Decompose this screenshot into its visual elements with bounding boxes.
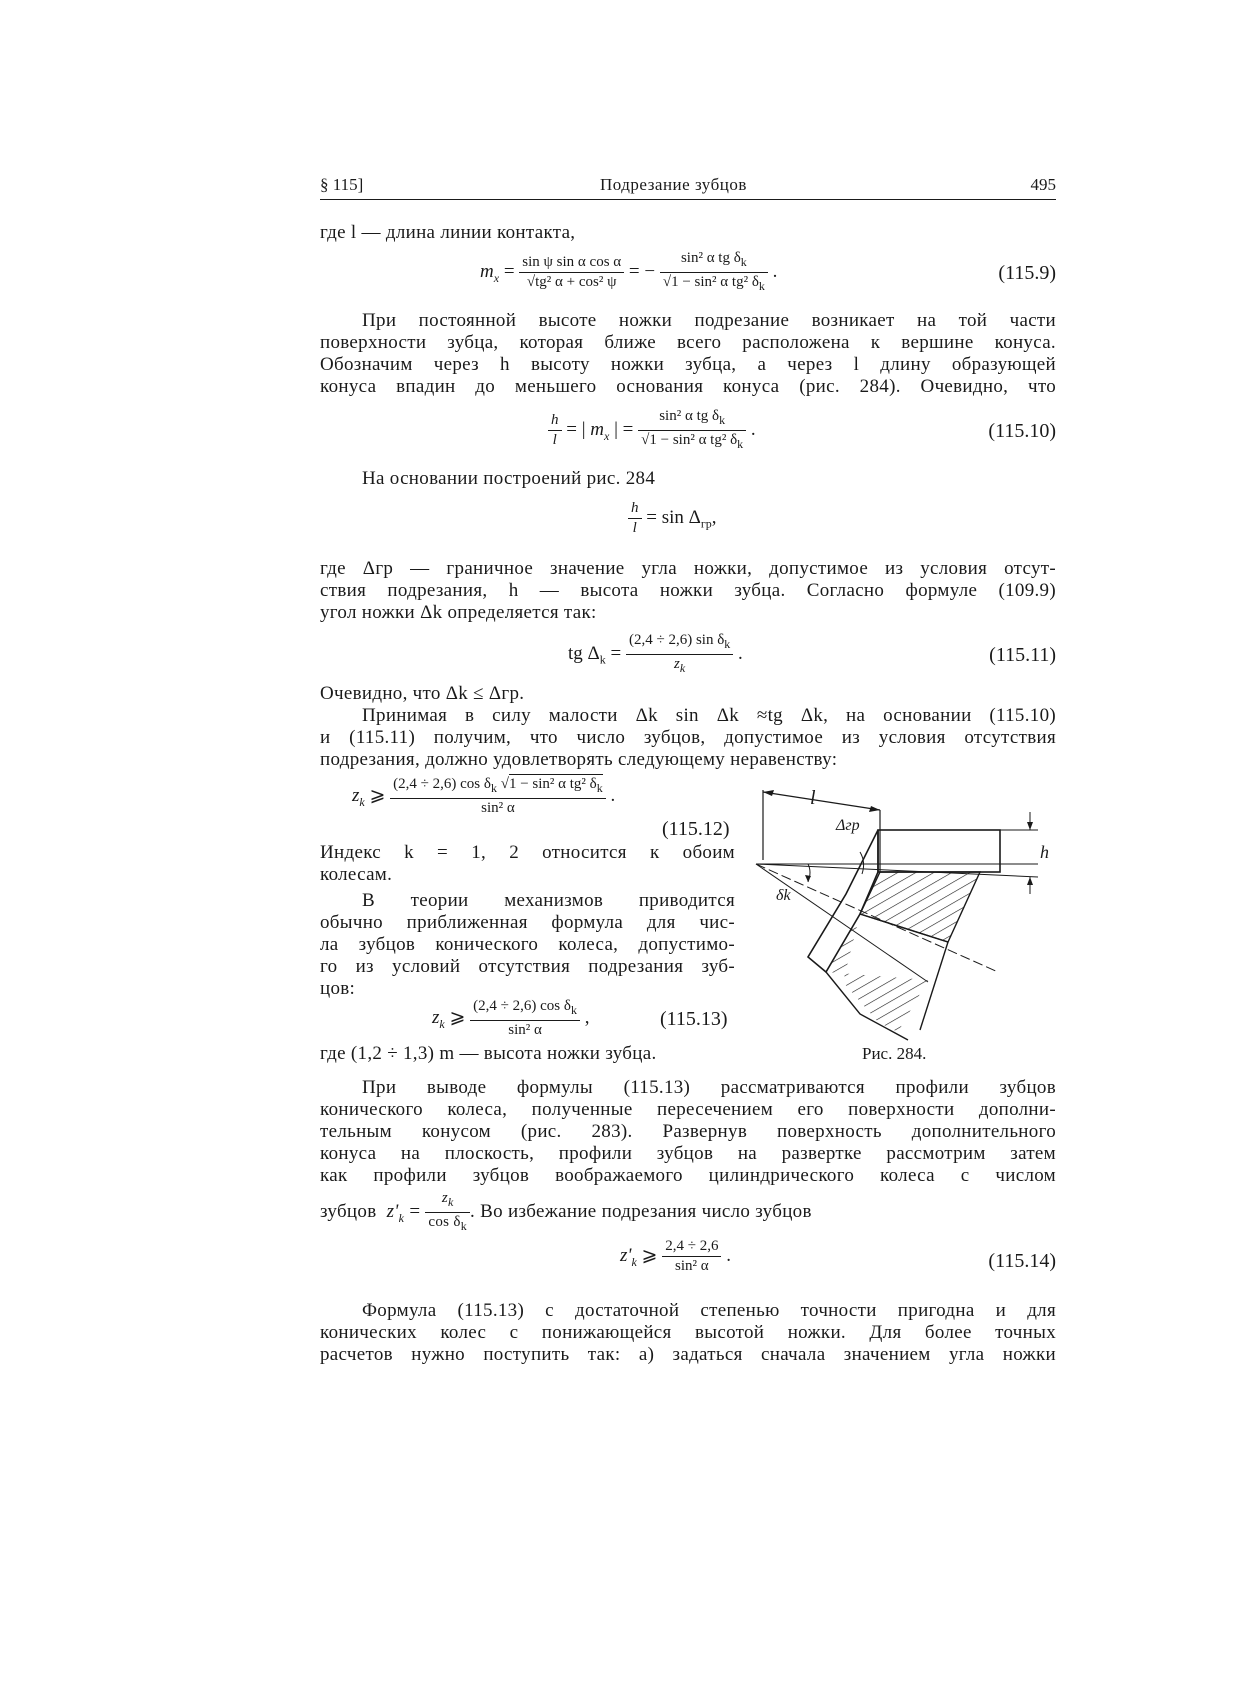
equation-115-9: $m_x$ = $\frac{\text{sin ψ sin α cos α}}{\text{√tg² α + cos² ψ}}$ = − $\frac{\sin^2 \alpha tg \delta_k}{√1 - \sin^2 \alpha tg^2 \delta_k}$ .	[480, 250, 778, 293]
text-line: где l — длина линии контакта,	[320, 222, 576, 243]
header-title: Подрезание зубцов	[600, 175, 747, 194]
text-line: Принимая в силу малости Δk sin Δk ≈tg Δk, на основании (115.10)	[362, 705, 1056, 726]
text-line: конического колеса, полученные пересечением его поверхности дополни-	[320, 1099, 1056, 1120]
text-line: колесам.	[320, 864, 393, 885]
text-line: При выводе формулы (115.13) рассматриваются профили зубцов	[362, 1077, 1056, 1098]
running-header	[320, 175, 1056, 200]
figure-caption: Рис. 284.	[862, 1044, 927, 1063]
text-line: угол ножки Δk определяется так:	[320, 602, 597, 623]
text-line: Очевидно, что Δk ≤ Δгр.	[320, 683, 525, 704]
equation-number: (115.14)	[988, 1250, 1056, 1272]
label-h: h	[1040, 842, 1049, 862]
text-line: как профили зубцов воображаемого цилиндрического колеса с числом	[320, 1165, 1056, 1186]
text-line: где (1,2 ÷ 1,3) m — высота ножки зубца.	[320, 1043, 657, 1064]
equation-115-11: tg $\Delta_k$ = $\frac{(2,4 \div 2,6) \sin \delta_k}{z_k}$ .	[568, 632, 743, 675]
text-line: обычно приближенная формула для чис-	[320, 912, 735, 933]
equation-115-13: $z_k$ ⩾ $\frac{(2,4 \div 2,6) \cos \delta_k}{\text{sin² α}}$ ,	[432, 998, 590, 1038]
text-line: На основании построений рис. 284	[362, 468, 656, 489]
figure-284	[748, 782, 1058, 1042]
text-line: конуса впадин до меньшего основания конуса (рис. 284). Очевидно, что	[320, 376, 1056, 397]
text-line: При постоянной высоте ножки подрезание возникает на той части	[362, 310, 1056, 331]
text-line: Формула (115.13) с достаточной степенью точности пригодна и для	[362, 1300, 1056, 1321]
text-line: Обозначим через h высоту ножки зубца, а через l длину образующей	[320, 354, 1056, 375]
label-l: l	[810, 787, 816, 809]
text-line: конуса на плоскость, профили зубцов на развертке рассмотрим затем	[320, 1143, 1056, 1164]
section-ref: § 115]	[320, 175, 364, 194]
equation-number: (115.13)	[660, 1008, 728, 1030]
text-line: подрезания, должно удовлетворять следующему неравенству:	[320, 749, 838, 770]
equation-number: (115.10)	[988, 420, 1056, 442]
label-delta-k: δk	[776, 887, 791, 904]
equation-115-10: $\frac{h}{l}$ = | $m_x$ | = $\frac{\sin^2 \alpha tg \delta_k}{√1 - \sin^2 \alpha tg^2 \delta_k}$ .	[548, 408, 756, 453]
text-line: и (115.11) получим, что число зубцов, допустимое из условия отсутствия	[320, 727, 1056, 748]
text-line: В теории механизмов приводится	[362, 890, 735, 911]
text-line: цов:	[320, 978, 356, 999]
equation-number: (115.11)	[989, 644, 1056, 666]
equation-number: (115.9)	[998, 262, 1056, 284]
page-number: 495	[1030, 175, 1056, 194]
label-delta-gr: Δгр	[836, 817, 860, 834]
equation-115-12: $z_k$ ⩾ $\frac{(2,4 \div 2,6) \cos \delta_k √1 - \sin^2 \alpha tg^2 \delta_k}{\text{sin² α}}$ .	[352, 776, 616, 816]
text-line: где Δгр — граничное значение угла ножки, допустимое из условия отсут-	[320, 558, 1056, 579]
text-line: конических колес с понижающейся высотой ножки. Для более точных	[320, 1322, 1056, 1343]
equation-sin-delta: $\frac{h}{l}$ = $\sin \Delta_{гр}$,	[628, 500, 717, 537]
text-line-zubcov: зубцов $z'_k$ = $\frac{z_k}{\cos \delta_k}$ . Во избежание подрезания число зубцов	[320, 1190, 812, 1233]
equation-115-14: $z'_k$ ⩾ $\frac{2,4 \div 2,6}{\text{sin² α}}$ .	[620, 1238, 731, 1274]
text-line: Индекс k = 1, 2 относится к обоим	[320, 842, 735, 863]
text-line: ла зубцов конического колеса, допустимо-	[320, 934, 735, 955]
equation-number: (115.12)	[662, 818, 730, 840]
text-line: поверхности зубца, которая ближе всего расположена к вершине конуса.	[320, 332, 1056, 353]
text-line: го из условий отсутствия подрезания зуб-	[320, 956, 735, 977]
text-line: ствия подрезания, h — высота ножки зубца. Согласно формуле (109.9)	[320, 580, 1056, 601]
text-line: расчетов нужно поступить так: а) задаться сначала значением угла ножки	[320, 1344, 1056, 1365]
text-line: тельным конусом (рис. 283). Развернув поверхность дополнительного	[320, 1121, 1056, 1142]
